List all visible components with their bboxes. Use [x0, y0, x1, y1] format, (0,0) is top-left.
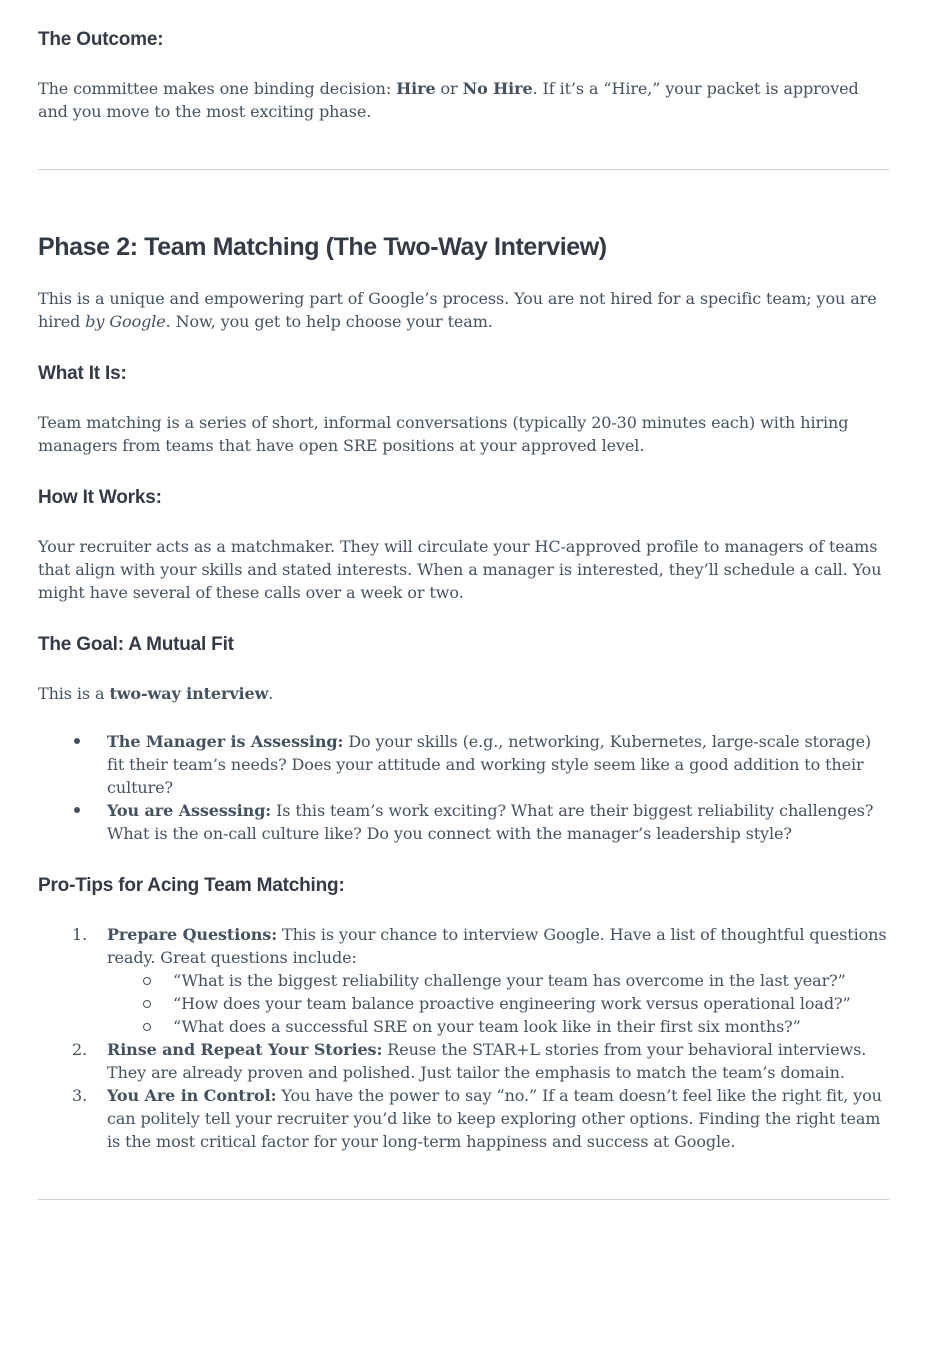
text-run: How It Works:	[38, 487, 162, 508]
bold-text: Rinse and Repeat Your Stories:	[107, 1040, 383, 1059]
section-heading	[38, 28, 889, 52]
text-run: Do your skills (e.g., networking, Kubernetes, large-scale storage) fit their team’s needs? Does your attitude and working style seem like a good addition to their culture?	[107, 732, 872, 797]
list-item	[107, 1038, 889, 1084]
section-heading	[38, 362, 889, 386]
text-run: or	[435, 79, 463, 98]
paragraph	[38, 287, 889, 333]
text-run: Is this team’s work exciting? What are their biggest reliability challenges? What is the on-call culture like? Do you connect with the manager’s leadership style?	[107, 801, 874, 843]
text-run: Pro-Tips for Acing Team Matching:	[38, 875, 345, 896]
list-item	[107, 923, 889, 1038]
list-item	[107, 799, 889, 845]
bullet-list	[38, 730, 889, 845]
divider	[38, 169, 889, 170]
text-run: “How does your team balance proactive engineering work versus operational load?”	[173, 994, 851, 1013]
text-run: Your recruiter acts as a matchmaker. They will circulate your HC-approved profile to managers of teams that align with your skills and stated interests. When a manager is interested, they’ll schedule a call. You might have several of these calls over a week or two.	[38, 537, 882, 602]
text-run: Phase 2: Team Matching (The Two-Way Interview)	[38, 233, 607, 261]
section-heading	[38, 486, 889, 510]
text-run: Reuse the STAR+L stories from your behavioral interviews. They are already proven and polished. Just tailor the emphasis to match the team’s domain.	[107, 1040, 867, 1082]
text-run: .	[268, 684, 274, 703]
sub-bullet-list	[107, 969, 889, 1038]
page-heading	[38, 232, 889, 262]
bold-text: Prepare Questions:	[107, 925, 278, 944]
text-run: This is your chance to interview Google. Have a list of thoughtful questions ready. Great questions include:	[107, 925, 887, 967]
bold-text: The Manager is Assessing:	[107, 732, 344, 751]
text-run: The Outcome:	[38, 29, 164, 50]
paragraph	[38, 682, 889, 705]
text-run: This is a unique and empowering part of Google’s process. You are not hired for a specific team; you are hired	[38, 289, 877, 331]
numbered-list	[38, 923, 889, 1153]
text-run: . If it’s a “Hire,” your packet is approved and you move to the most exciting phase.	[38, 79, 859, 121]
section-heading	[38, 874, 889, 898]
text-run: The Goal: A Mutual Fit	[38, 634, 234, 655]
sub-list-item	[173, 992, 889, 1015]
bold-text: You are Assessing:	[107, 801, 272, 820]
text-run: This is a	[38, 684, 110, 703]
paragraph	[38, 77, 889, 123]
bold-text: You Are in Control:	[107, 1086, 277, 1105]
text-run: You have the power to say “no.” If a team doesn’t feel like the right fit, you can politely tell your recruiter you’d like to keep exploring other options. Finding the right team is the most critical factor for your long-term happiness and success at Google.	[107, 1086, 882, 1151]
text-run: The committee makes one binding decision:	[38, 79, 397, 98]
sub-list-item	[173, 969, 889, 992]
paragraph	[38, 411, 889, 457]
text-run: Team matching is a series of short, informal conversations (typically 20-30 minutes each) with hiring managers from teams that have open SRE positions at your approved level.	[38, 413, 849, 455]
sub-list-item	[173, 1015, 889, 1038]
text-run: . Now, you get to help choose your team.	[165, 312, 493, 331]
section-heading	[38, 633, 889, 657]
text-run: What It Is:	[38, 363, 127, 384]
bold-text: two-way interview	[109, 684, 269, 703]
paragraph	[38, 535, 889, 604]
italic-text: by Google	[85, 312, 166, 331]
list-item	[107, 1084, 889, 1153]
bold-text: No Hire	[462, 79, 533, 98]
text-run: “What is the biggest reliability challenge your team has overcome in the last year?”	[173, 971, 846, 990]
list-item	[107, 730, 889, 799]
text-run: “What does a successful SRE on your team look like in their first six months?”	[173, 1017, 801, 1036]
bold-text: Hire	[396, 79, 436, 98]
divider	[38, 1199, 889, 1200]
